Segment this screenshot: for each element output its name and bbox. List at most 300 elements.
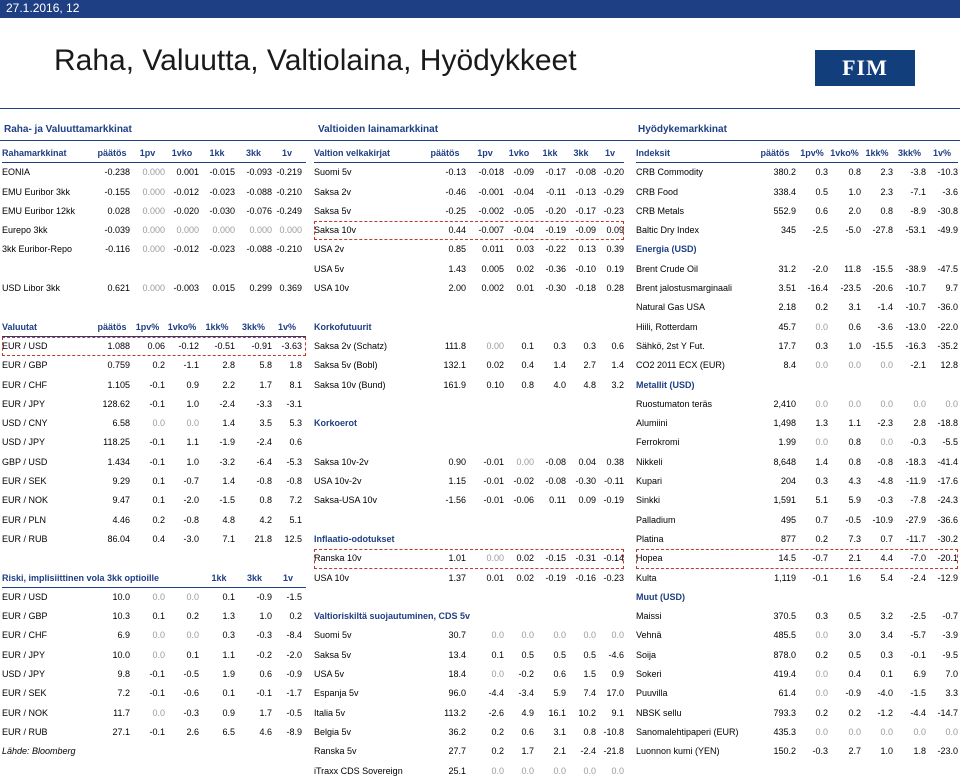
value-cell: 0.4	[521, 360, 534, 371]
value-cell: -0.1	[812, 572, 828, 583]
value-cell: 2.7	[848, 746, 861, 757]
table-row	[314, 762, 624, 781]
table-row	[636, 549, 958, 568]
value-cell: 1.0	[880, 746, 893, 757]
value-cell: -1.7	[286, 688, 302, 699]
value-cell: 0.0	[913, 726, 926, 737]
value-cell: 1.4	[222, 476, 235, 487]
value-cell: 0.6	[611, 340, 624, 351]
header-cell: 1vko	[508, 148, 530, 158]
row-label: Ranska 10v	[314, 553, 362, 564]
value-cell: 7.2	[117, 688, 130, 699]
value-cell: 10.0	[112, 649, 130, 660]
row-label: Natural Gas USA	[636, 302, 706, 313]
value-cell: 161.9	[443, 379, 466, 390]
value-cell	[272, 549, 302, 568]
value-cell: 0.3	[880, 649, 893, 660]
row-label	[314, 298, 424, 317]
value-cell: -0.155	[104, 186, 130, 197]
value-cell: 0.000	[176, 225, 199, 236]
value-cell: 0.10	[486, 379, 504, 390]
value-cell: 1.8	[913, 746, 926, 757]
value-cell: 0.00	[516, 456, 534, 467]
value-cell: -0.012	[173, 244, 199, 255]
value-cell: 9.8	[117, 669, 130, 680]
value-cell: -10.7	[905, 302, 926, 313]
row-label: iTraxx CDS Sovereign	[314, 765, 403, 776]
value-cell: -22.0	[937, 321, 958, 332]
value-cell: -15.5	[872, 263, 893, 274]
value-cell	[424, 511, 466, 530]
value-cell: -3.0	[183, 533, 199, 544]
value-cell: 380.2	[773, 167, 796, 178]
value-cell	[199, 298, 235, 317]
table-row	[2, 607, 306, 626]
value-cell: 4.6	[259, 726, 272, 737]
value-cell: -0.7	[812, 553, 828, 564]
row-label: Saksa 5v	[314, 649, 352, 660]
value-cell: 5.9	[848, 495, 861, 506]
table-row	[636, 472, 958, 491]
value-cell: 0.1	[491, 649, 504, 660]
row-label	[314, 588, 424, 607]
table-header	[2, 144, 306, 163]
value-cell: -7.0	[910, 553, 926, 564]
value-cell: -0.11	[546, 186, 566, 197]
value-cell: -0.30	[545, 283, 566, 294]
value-cell: 0.000	[212, 225, 235, 236]
value-cell: -0.04	[513, 186, 534, 197]
value-cell: -10.3	[937, 167, 958, 178]
value-cell: 1.1	[186, 437, 199, 448]
table-row	[314, 240, 624, 259]
table-row	[314, 626, 624, 645]
value-cell	[235, 549, 272, 568]
row-label: 3kk Euribor-Repo	[2, 244, 73, 255]
value-cell: 13.4	[448, 649, 466, 660]
row-label: EUR / RUB	[2, 533, 48, 544]
value-cell: 25.1	[448, 765, 466, 776]
section-right-title: Hyödykemarkkinat	[638, 124, 727, 135]
value-cell: 1,119	[774, 572, 796, 583]
value-cell	[596, 588, 624, 607]
value-cell: -0.01	[483, 495, 504, 506]
value-cell: 0.0	[491, 765, 504, 776]
table-row	[2, 221, 306, 240]
table-row	[636, 530, 958, 549]
value-cell: 7.3	[848, 533, 861, 544]
value-cell: 6.9	[913, 669, 926, 680]
value-cell: 2.2	[222, 379, 235, 390]
value-cell: -0.19	[545, 225, 566, 236]
value-cell: 877	[780, 533, 796, 544]
header-cell: Valuutat	[2, 321, 38, 332]
value-cell	[235, 298, 272, 317]
table-row	[636, 607, 958, 626]
value-cell: 27.1	[112, 726, 130, 737]
value-cell: -20.6	[872, 283, 893, 294]
subsection-header	[314, 318, 624, 337]
value-cell: -2.6	[488, 707, 504, 718]
row-label: Baltic Dry Index	[636, 225, 700, 236]
row-label: CO2 2011 ECX (EUR)	[636, 360, 725, 371]
row-label: EUR / CHF	[2, 379, 47, 390]
value-cell: 0.6	[553, 669, 566, 680]
value-cell: 2.7	[583, 360, 596, 371]
value-cell: -0.012	[173, 186, 199, 197]
row-label: Nikkeli	[636, 456, 663, 467]
value-cell: 2.6	[186, 726, 199, 737]
value-cell: 0.3	[815, 167, 828, 178]
header-cell: 1kk	[542, 148, 558, 158]
value-cell: -0.1	[149, 398, 165, 409]
header-cell: päätös	[760, 148, 790, 158]
value-cell: -0.09	[513, 167, 534, 178]
subsection-title: Valtioriskiltä suojautuminen, CDS 5v	[314, 611, 471, 622]
value-cell: 1.15	[448, 476, 466, 487]
left-column	[2, 144, 306, 762]
value-cell: 0.28	[606, 283, 624, 294]
value-cell: -0.8	[256, 476, 272, 487]
value-cell: -36.0	[937, 302, 958, 313]
value-cell: -24.3	[937, 495, 958, 506]
table-row	[2, 240, 306, 259]
value-cell: 0.8	[848, 437, 861, 448]
value-cell: 0.0	[848, 360, 861, 371]
table-row	[2, 183, 306, 202]
value-cell: 31.2	[778, 263, 796, 274]
page-title: Raha, Valuutta, Valtiolaina, Hyödykkeet	[54, 44, 577, 77]
value-cell: 4.2	[259, 514, 272, 525]
row-label: Saksa 5v (Bobl)	[314, 360, 378, 371]
middle-column	[314, 144, 624, 781]
value-cell: -0.210	[276, 244, 302, 255]
row-label: Brent Crude Oil	[636, 263, 699, 274]
value-cell: -20.1	[937, 553, 958, 564]
value-cell: -2.5	[812, 225, 828, 236]
value-cell: 0.0	[583, 630, 596, 641]
table-row	[636, 742, 958, 761]
value-cell: 0.0	[152, 418, 165, 429]
subsection-title: Inflaatio-odotukset	[314, 533, 395, 544]
value-cell: 0.0	[880, 360, 893, 371]
table-row	[314, 395, 624, 414]
value-cell: 96.0	[448, 688, 466, 699]
table-row	[2, 588, 306, 607]
table-row	[314, 163, 624, 182]
value-cell: -14.7	[937, 707, 958, 718]
value-cell: 0.0	[815, 688, 828, 699]
value-cell	[504, 433, 534, 452]
value-cell: 1.7	[259, 707, 272, 718]
value-cell	[466, 395, 504, 414]
value-cell: -0.31	[575, 553, 596, 564]
value-cell: -0.002	[478, 205, 504, 216]
table-row	[314, 298, 624, 317]
value-cell: -8.4	[286, 630, 302, 641]
value-cell: 0.02	[516, 553, 534, 564]
header-cell: 1kk%	[865, 148, 889, 158]
value-cell: -30.8	[937, 205, 958, 216]
value-cell: 0.01	[516, 283, 534, 294]
value-cell: -21.8	[603, 746, 624, 757]
value-cell: 0.0	[152, 707, 165, 718]
value-cell	[534, 433, 566, 452]
table-row	[636, 665, 958, 684]
value-cell: -1.9	[219, 437, 235, 448]
header-cell: 1v	[604, 148, 615, 158]
value-cell: 0.09	[606, 225, 624, 236]
value-cell: -0.001	[478, 186, 504, 197]
header-cell: 1v%	[932, 148, 951, 158]
row-label: USD Libor 3kk	[2, 283, 61, 294]
value-cell: -3.6	[877, 321, 893, 332]
value-cell: -5.7	[910, 630, 926, 641]
value-cell: 0.002	[481, 283, 504, 294]
value-cell: 10.0	[112, 591, 130, 602]
row-label: Espanja 5v	[314, 688, 359, 699]
value-cell	[165, 298, 199, 317]
value-cell: 0.8	[521, 379, 534, 390]
row-label	[2, 298, 94, 317]
row-label: Alumiini	[636, 418, 668, 429]
row-label: EUR / JPY	[2, 398, 46, 409]
subsection-header	[636, 588, 958, 607]
value-cell: -0.14	[603, 553, 624, 564]
value-cell: 0.7	[880, 533, 893, 544]
value-cell: 0.3	[583, 340, 596, 351]
value-cell: -6.4	[256, 456, 272, 467]
value-cell: -17.6	[937, 476, 958, 487]
value-cell: -41.4	[937, 456, 958, 467]
row-label: EUR / NOK	[2, 495, 49, 506]
value-cell: 0.621	[107, 283, 130, 294]
value-cell: 1.4	[611, 360, 624, 371]
subsection-header	[314, 530, 624, 549]
right-column	[636, 144, 958, 762]
value-cell: -4.4	[910, 707, 926, 718]
header-cell: 1kk%	[205, 321, 229, 332]
row-label: Saksa 2v	[314, 186, 352, 197]
value-cell: -0.05	[513, 205, 534, 216]
row-label	[2, 260, 94, 279]
value-cell: -0.19	[603, 495, 624, 506]
value-cell: 8,648	[773, 456, 796, 467]
value-cell: 3.1	[848, 302, 861, 313]
value-cell: 9.29	[112, 476, 130, 487]
value-cell: 0.1	[152, 611, 165, 622]
value-cell: 0.6	[259, 669, 272, 680]
header-cell: 1v	[281, 148, 292, 158]
value-cell: 0.000	[279, 225, 302, 236]
value-cell	[566, 433, 596, 452]
table-row	[314, 356, 624, 375]
table-row	[314, 569, 624, 588]
table-row	[314, 453, 624, 472]
value-cell: 1.0	[186, 456, 199, 467]
header-cell: päätös	[430, 148, 460, 158]
value-cell: 2.0	[848, 205, 861, 216]
value-cell	[424, 298, 466, 317]
value-cell: -0.039	[104, 225, 130, 236]
value-cell: -27.9	[905, 514, 926, 525]
value-cell: 0.5	[553, 649, 566, 660]
value-cell: 0.2	[491, 726, 504, 737]
value-cell: 113.2	[444, 707, 466, 718]
value-cell: 8.1	[289, 379, 302, 390]
value-cell: -15.5	[872, 340, 893, 351]
value-cell: -2.4	[580, 746, 596, 757]
value-cell: -0.01	[483, 456, 504, 467]
value-cell: 0.0	[880, 437, 893, 448]
row-label: Suomi 5v	[314, 167, 352, 178]
value-cell: 0.5	[815, 186, 828, 197]
header-cell: 1vko	[171, 148, 193, 158]
value-cell: 11.8	[844, 263, 861, 274]
value-cell: -0.91	[251, 340, 272, 351]
value-cell: 0.0	[521, 765, 534, 776]
row-label: Hopea	[636, 553, 663, 564]
value-cell: -0.5	[845, 514, 861, 525]
table-row	[636, 704, 958, 723]
value-cell	[466, 298, 504, 317]
value-cell: -49.9	[937, 225, 958, 236]
header-cell: 3kk	[246, 572, 263, 583]
value-cell: 0.0	[553, 765, 566, 776]
value-cell: -0.020	[173, 205, 199, 216]
value-cell: -23.5	[840, 283, 861, 294]
value-cell: 4.9	[521, 707, 534, 718]
value-cell: 0.4	[848, 669, 861, 680]
table-row	[636, 491, 958, 510]
value-cell: 7.1	[222, 533, 235, 544]
value-cell: -0.08	[575, 167, 596, 178]
value-cell: -0.8	[877, 456, 893, 467]
value-cell: 0.6	[521, 726, 534, 737]
row-label: EUR / PLN	[2, 514, 47, 525]
value-cell: 0.13	[578, 244, 596, 255]
value-cell: 118.25	[103, 437, 130, 448]
value-cell: 0.0	[945, 726, 958, 737]
value-cell: 4.8	[222, 514, 235, 525]
value-cell: 0.3	[815, 611, 828, 622]
value-cell: -36.6	[937, 514, 958, 525]
value-cell: 36.2	[448, 726, 466, 737]
row-label: EUR / CHF	[2, 630, 47, 641]
value-cell: -1.1	[183, 360, 199, 371]
value-cell: 0.0	[186, 418, 199, 429]
value-cell: -0.22	[545, 244, 566, 255]
value-cell: 1.4	[222, 418, 235, 429]
row-label: Brent jalostusmarginaali	[636, 283, 733, 294]
table-row	[2, 511, 306, 530]
value-cell: 21.8	[254, 533, 272, 544]
value-cell: 0.0	[491, 630, 504, 641]
value-cell: -0.04	[513, 225, 534, 236]
value-cell: 1.6	[848, 572, 861, 583]
value-cell: 0.6	[289, 437, 302, 448]
value-cell: 0.9	[611, 669, 624, 680]
value-cell: 878.0	[773, 649, 796, 660]
row-label: EUR / SEK	[2, 476, 47, 487]
value-cell: 111.8	[444, 340, 466, 351]
value-cell: -0.16	[575, 572, 596, 583]
value-cell: -0.8	[286, 476, 302, 487]
value-cell: 0.8	[880, 205, 893, 216]
value-cell: 3.0	[848, 630, 861, 641]
value-cell: 0.0	[913, 398, 926, 409]
value-cell	[534, 395, 566, 414]
table-row	[2, 337, 306, 356]
value-cell: 0.005	[481, 263, 504, 274]
value-cell: 1.8	[289, 360, 302, 371]
value-cell: 0.2	[186, 611, 199, 622]
value-cell: 0.0	[848, 398, 861, 409]
value-cell	[424, 395, 466, 414]
value-cell	[504, 395, 534, 414]
value-cell: 0.011	[482, 244, 504, 255]
value-cell: -0.20	[603, 167, 624, 178]
value-cell: 12.8	[940, 360, 958, 371]
table-row	[2, 472, 306, 491]
value-cell: 14.5	[778, 553, 796, 564]
row-label: EUR / NOK	[2, 707, 49, 718]
value-cell: 0.9	[186, 379, 199, 390]
table-row	[314, 723, 624, 742]
value-cell: 0.2	[152, 514, 165, 525]
value-cell: -1.4	[877, 302, 893, 313]
table-row	[636, 433, 958, 452]
header-cell: 3kk%	[241, 321, 266, 332]
value-cell: 6.58	[112, 418, 130, 429]
value-cell	[165, 260, 199, 279]
value-cell	[199, 549, 235, 568]
value-cell: -0.1	[149, 379, 165, 390]
value-cell: -0.1	[149, 669, 165, 680]
header-cell: 1pv%	[135, 321, 160, 332]
value-cell: -2.0	[286, 649, 302, 660]
value-cell: -0.11	[604, 476, 624, 487]
value-cell: 0.0	[815, 437, 828, 448]
value-cell: 0.3	[815, 340, 828, 351]
table-row	[314, 202, 624, 221]
value-cell: 150.2	[773, 746, 796, 757]
value-cell: 0.8	[848, 456, 861, 467]
section-divider	[0, 140, 960, 141]
value-cell: 0.5	[583, 649, 596, 660]
value-cell: -30.2	[937, 533, 958, 544]
value-cell: 0.0	[186, 630, 199, 641]
subsection-title: Energia (USD)	[636, 244, 697, 255]
value-cell	[424, 588, 466, 607]
value-cell: 3.3	[945, 688, 958, 699]
table-row	[2, 646, 306, 665]
value-cell: 0.759	[107, 360, 130, 371]
value-cell: -0.007	[478, 225, 504, 236]
value-cell: 3.2	[611, 379, 624, 390]
value-cell: 5.1	[289, 514, 302, 525]
value-cell	[596, 395, 624, 414]
table-row	[314, 704, 624, 723]
value-cell: -0.2	[518, 669, 534, 680]
value-cell: -1.2	[877, 707, 893, 718]
value-cell: 485.5	[773, 630, 796, 641]
row-label: EUR / JPY	[2, 649, 46, 660]
table-row	[636, 414, 958, 433]
value-cell: -0.1	[910, 649, 926, 660]
value-cell: 0.000	[142, 244, 165, 255]
value-cell: 0.0	[152, 591, 165, 602]
